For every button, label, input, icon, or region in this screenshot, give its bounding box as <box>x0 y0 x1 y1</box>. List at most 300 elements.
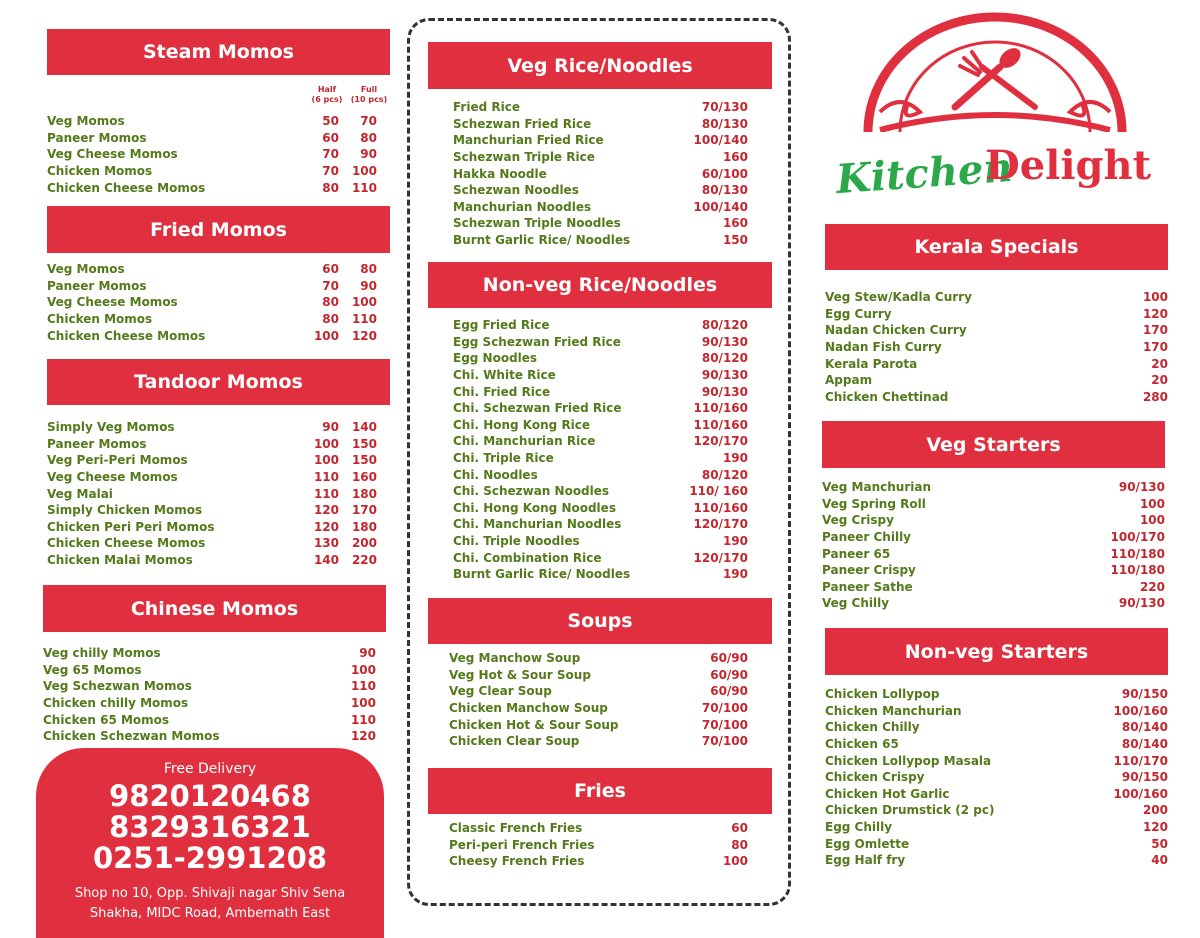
menu-item-price-full: 220 <box>351 553 377 568</box>
menu-item-price: 90/130 <box>701 368 748 383</box>
menu-item <box>449 853 748 870</box>
menu-item-price-half: 70 <box>322 164 339 179</box>
menu-item-price: 120 <box>1142 820 1168 835</box>
menu-item <box>822 562 1165 579</box>
menu-item-price-half: 110 <box>313 486 339 501</box>
menu-item <box>825 372 1168 389</box>
steam-momos-list <box>47 113 377 196</box>
menu-item-price: 90/130 <box>701 334 748 349</box>
menu-item-name: Veg chilly Momos <box>43 646 161 661</box>
menu-item <box>453 199 748 216</box>
logo-ribbon <box>880 115 1110 130</box>
menu-item-price: 110/160 <box>693 401 748 416</box>
menu-item-name: Chi. Combination Rice <box>453 550 602 565</box>
menu-item-price: 80/120 <box>701 318 748 333</box>
menu-item-name: Chicken Clear Soup <box>449 734 580 749</box>
menu-item <box>43 645 376 662</box>
menu-item-name: Veg Clear Soup <box>449 684 552 699</box>
menu-item-name: Chicken Momos <box>47 312 153 327</box>
menu-item-name: Chicken Hot Garlic <box>825 786 950 801</box>
menu-item-price-half: 80 <box>322 295 339 310</box>
menu-item-price: 110 <box>350 679 376 694</box>
menu-item-name: Veg Momos <box>47 262 125 277</box>
chinese-momos-header: Chinese Momos <box>43 585 386 632</box>
menu-item-price: 100 <box>1139 513 1165 528</box>
menu-item-name: Chi. Triple Noodles <box>453 534 580 549</box>
menu-item <box>825 802 1168 819</box>
soups-header: Soups <box>428 598 772 644</box>
menu-item-price-half: 140 <box>313 553 339 568</box>
menu-item <box>47 311 377 328</box>
menu-item <box>822 496 1165 513</box>
menu-item <box>453 215 748 232</box>
menu-item <box>453 99 748 116</box>
menu-item-name: Egg Noodles <box>453 351 538 366</box>
menu-item-name: Peri-peri French Fries <box>449 837 595 852</box>
menu-item-name: Chicken 65 <box>825 737 899 752</box>
menu-item-price: 70/130 <box>701 100 748 115</box>
menu-item <box>449 650 748 667</box>
menu-item <box>449 820 748 837</box>
menu-item <box>825 355 1168 372</box>
menu-item-name: Chicken Cheese Momos <box>47 536 206 551</box>
menu-item-price-half: 50 <box>322 114 339 129</box>
menu-item-name: Chicken chilly Momos <box>43 696 189 711</box>
menu-item-price-full: 170 <box>351 503 377 518</box>
menu-item-name: Schezwan Noodles <box>453 183 579 198</box>
half-label: Half <box>317 85 337 94</box>
menu-item-name: Chi. Manchurian Rice <box>453 434 596 449</box>
menu-item-price-full: 140 <box>351 420 377 435</box>
menu-item-price: 90/150 <box>1121 770 1168 785</box>
menu-item-price-half: 100 <box>313 453 339 468</box>
menu-item-price-full: 100 <box>351 295 377 310</box>
fork-spoon-icon <box>955 44 1035 107</box>
menu-item-name: Veg Peri-Peri Momos <box>47 453 188 468</box>
menu-item-price-half: 80 <box>322 180 339 195</box>
menu-item-name: Chi. Schezwan Fried Rice <box>453 401 622 416</box>
menu-item-price-full: 100 <box>351 164 377 179</box>
menu-item-price: 100/160 <box>1113 786 1168 801</box>
menu-item-name: Egg Half fry <box>825 853 906 868</box>
menu-item-price-full: 90 <box>360 278 377 293</box>
menu-item-name: Egg Chilly <box>825 820 893 835</box>
menu-item-price-full: 90 <box>360 147 377 162</box>
menu-item-name: Veg Momos <box>47 114 125 129</box>
menu-item-name: Veg Cheese Momos <box>47 147 178 162</box>
menu-item-name: Chicken Cheese Momos <box>47 328 206 343</box>
menu-item-name: Chicken Malai Momos <box>47 553 193 568</box>
menu-item <box>825 306 1168 323</box>
menu-item <box>825 719 1168 736</box>
menu-item <box>453 132 748 149</box>
full-label: Full <box>360 85 378 94</box>
veg-rice-noodles-header: Veg Rice/Noodles <box>428 42 772 89</box>
free-delivery-label: Free Delivery <box>163 761 257 777</box>
menu-item-price: 100 <box>1139 496 1165 511</box>
menu-item-name: Paneer Momos <box>47 436 147 451</box>
menu-item-name: Egg Schezwan Fried Rice <box>453 334 621 349</box>
menu-item-price: 70/100 <box>701 717 748 732</box>
menu-item-name: Veg Schezwan Momos <box>43 679 192 694</box>
menu-item-price: 110/170 <box>1113 753 1168 768</box>
menu-item <box>453 466 748 483</box>
menu-item <box>825 686 1168 703</box>
menu-item-name: Nadan Chicken Curry <box>825 323 967 338</box>
menu-item-price-full: 80 <box>360 130 377 145</box>
menu-item <box>47 519 377 536</box>
menu-item <box>453 334 748 351</box>
menu-item-name: Schezwan Fried Rice <box>453 116 592 131</box>
menu-item <box>47 163 377 180</box>
menu-item <box>825 752 1168 769</box>
menu-item-name: Veg Spring Roll <box>822 496 926 511</box>
menu-item-price: 110/180 <box>1110 563 1165 578</box>
menu-item-name: Paneer Momos <box>47 278 147 293</box>
menu-item <box>825 389 1168 406</box>
menu-item-price: 200 <box>1142 803 1168 818</box>
menu-item <box>453 232 748 249</box>
menu-item-price: 190 <box>722 534 748 549</box>
half-sublabel: (6 pcs) <box>311 95 343 104</box>
menu-item-price-full: 70 <box>360 114 377 129</box>
menu-item <box>822 479 1165 496</box>
menu-item <box>449 700 748 717</box>
veg-starters-header: Veg Starters <box>822 421 1165 468</box>
menu-item-name: Chicken 65 Momos <box>43 712 170 727</box>
fries-list <box>449 820 748 870</box>
menu-item-price-full: 180 <box>351 519 377 534</box>
menu-item-price-half: 60 <box>322 130 339 145</box>
menu-item-price-full: 110 <box>351 180 377 195</box>
menu-item-price: 170 <box>1142 340 1168 355</box>
menu-item-name: Simply Chicken Momos <box>47 503 203 518</box>
menu-item <box>453 483 748 500</box>
menu-item-price-full: 110 <box>351 312 377 327</box>
menu-item-name: Schezwan Triple Rice <box>453 150 595 165</box>
menu-item-price: 100/160 <box>1113 703 1168 718</box>
menu-item-price: 80 <box>731 837 748 852</box>
menu-item-name: Chicken Schezwan Momos <box>43 729 220 744</box>
menu-item-name: Chicken Crispy <box>825 770 925 785</box>
menu-item <box>453 566 748 583</box>
full-sublabel: (10 pcs) <box>350 95 388 104</box>
menu-item-name: Chi. Manchurian Noodles <box>453 517 622 532</box>
menu-item <box>453 450 748 467</box>
menu-item-price-full: 180 <box>351 486 377 501</box>
menu-item-name: Chicken Drumstick (2 pc) <box>825 803 995 818</box>
menu-item-name: Chi. Hong Kong Rice <box>453 417 591 432</box>
menu-item-price-half: 100 <box>313 436 339 451</box>
logo-word-kitchen: Kitchen <box>834 143 1014 204</box>
menu-item-price: 60/90 <box>710 651 748 666</box>
menu-item <box>822 579 1165 596</box>
full-column-header <box>348 85 390 105</box>
menu-item <box>825 852 1168 869</box>
menu-item-name: Veg Stew/Kadla Curry <box>825 290 972 305</box>
menu-item <box>825 736 1168 753</box>
menu-item-price: 60/90 <box>710 684 748 699</box>
menu-item <box>47 278 377 295</box>
address-line: Shop no 10, Opp. Shivaji nagar Shiv Sena <box>74 886 346 901</box>
menu-item-price: 60/90 <box>710 667 748 682</box>
fried-momos-header: Fried Momos <box>47 206 390 253</box>
menu-item-name: Chicken Manchurian <box>825 703 962 718</box>
menu-item-name: Veg Cheese Momos <box>47 295 178 310</box>
steam-momos-header: Steam Momos <box>47 29 390 75</box>
menu-item-name: Manchurian Noodles <box>453 199 592 214</box>
menu-item-price-full: 120 <box>351 328 377 343</box>
menu-item-name: Egg Omlette <box>825 836 910 851</box>
menu-item-price: 90/130 <box>701 384 748 399</box>
menu-item <box>453 549 748 566</box>
menu-item-name: Chicken Hot & Sour Soup <box>449 717 619 732</box>
menu-item <box>453 317 748 334</box>
menu-item-name: Veg Chilly <box>822 596 890 611</box>
menu-item <box>43 678 376 695</box>
menu-item-name: Chicken Momos <box>47 164 153 179</box>
menu-item-price: 190 <box>722 451 748 466</box>
menu-item-price-full: 200 <box>351 536 377 551</box>
menu-item-name: Chi. Triple Rice <box>453 451 554 466</box>
menu-item-name: Egg Fried Rice <box>453 318 550 333</box>
menu-item <box>453 516 748 533</box>
menu-item <box>825 703 1168 720</box>
menu-item-name: Veg 65 Momos <box>43 662 142 677</box>
menu-item-name: Appam <box>825 373 873 388</box>
veg-rice-noodles-list <box>453 99 748 248</box>
menu-item <box>453 417 748 434</box>
menu-item-price: 110/160 <box>693 417 748 432</box>
menu-item-name: Fried Rice <box>453 100 520 115</box>
logo-word-delight: Delight <box>985 142 1152 189</box>
menu-item-price: 120/170 <box>693 550 748 565</box>
menu-item-name: Veg Manchow Soup <box>449 651 581 666</box>
menu-item <box>47 502 377 519</box>
address-line: Shakha, MIDC Road, Ambernath East <box>89 906 331 921</box>
menu-item-price: 160 <box>722 216 748 231</box>
menu-item-name: Chicken Cheese Momos <box>47 180 206 195</box>
menu-item-price: 100/170 <box>1110 530 1165 545</box>
menu-item-price: 100/140 <box>693 133 748 148</box>
menu-item <box>453 500 748 517</box>
menu-item-price-half: 70 <box>322 147 339 162</box>
menu-item <box>453 350 748 367</box>
menu-item-price: 100 <box>350 696 376 711</box>
menu-item-price: 20 <box>1151 356 1168 371</box>
menu-item-price: 100 <box>350 662 376 677</box>
menu-item <box>47 535 377 552</box>
phone-number[interactable]: 8329316321 <box>109 810 311 844</box>
menu-item-name: Egg Curry <box>825 306 892 321</box>
menu-item-name: Simply Veg Momos <box>47 420 175 435</box>
menu-item-name: Chicken Chilly <box>825 720 920 735</box>
menu-item-price-full: 80 <box>360 262 377 277</box>
menu-item <box>453 165 748 182</box>
menu-item-name: Veg Crispy <box>822 513 894 528</box>
menu-item <box>449 716 748 733</box>
nonveg-starters-header: Non-veg Starters <box>825 628 1168 675</box>
menu-item-price: 80/130 <box>701 183 748 198</box>
menu-item-price: 80/120 <box>701 467 748 482</box>
menu-item <box>453 533 748 550</box>
menu-item-price: 80/120 <box>701 351 748 366</box>
menu-item-name: Chi. Schezwan Noodles <box>453 484 610 499</box>
menu-item <box>47 469 377 486</box>
menu-item-price-half: 100 <box>313 328 339 343</box>
menu-item <box>453 367 748 384</box>
menu-item-price: 120/170 <box>693 434 748 449</box>
menu-item <box>822 545 1165 562</box>
soups-list <box>449 650 748 750</box>
menu-item-price: 170 <box>1142 323 1168 338</box>
menu-item-price: 110/160 <box>693 500 748 515</box>
menu-item-price: 70/100 <box>701 734 748 749</box>
menu-item-price: 220 <box>1139 579 1165 594</box>
menu-item-price: 60 <box>731 821 748 836</box>
phone-number[interactable]: 9820120468 <box>109 779 311 813</box>
menu-item-price: 120/170 <box>693 517 748 532</box>
menu-item-name: Chi. Noodles <box>453 467 538 482</box>
menu-item-name: Chi. White Rice <box>453 368 556 383</box>
menu-item <box>47 261 377 278</box>
menu-item-price: 70/100 <box>701 701 748 716</box>
menu-item <box>453 433 748 450</box>
menu-item <box>43 711 376 728</box>
menu-item <box>453 400 748 417</box>
menu-item <box>449 733 748 750</box>
menu-item-price-half: 70 <box>322 278 339 293</box>
menu-item-price: 80/140 <box>1121 720 1168 735</box>
menu-item <box>453 149 748 166</box>
restaurant-logo-emblem <box>860 12 1130 132</box>
menu-item <box>825 322 1168 339</box>
menu-item <box>822 512 1165 529</box>
menu-item-price-half: 110 <box>313 470 339 485</box>
menu-item-price: 120 <box>350 729 376 744</box>
menu-item-name: Chicken Lollypop Masala <box>825 753 992 768</box>
menu-item <box>47 419 377 436</box>
menu-item-name: Paneer Sathe <box>822 579 913 594</box>
nonveg-rice-noodles-header: Non-veg Rice/Noodles <box>428 262 772 308</box>
menu-item-name: Burnt Garlic Rice/ Noodles <box>453 567 631 582</box>
menu-item-price-half: 130 <box>313 536 339 551</box>
menu-item-price-half: 80 <box>322 312 339 327</box>
logo-swirl-left <box>880 102 920 116</box>
menu-item-price-half: 120 <box>313 503 339 518</box>
fries-header: Fries <box>428 768 772 814</box>
menu-item-price: 120 <box>1142 306 1168 321</box>
menu-item-name: Classic French Fries <box>449 821 583 836</box>
menu-item-name: Paneer Momos <box>47 130 147 145</box>
menu-item <box>822 529 1165 546</box>
menu-item-name: Chi. Hong Kong Noodles <box>453 500 616 515</box>
menu-item-price: 80/130 <box>701 116 748 131</box>
menu-item <box>825 786 1168 803</box>
kerala-specials-list <box>825 289 1168 405</box>
menu-item <box>47 436 377 453</box>
menu-item-price: 60/100 <box>701 166 748 181</box>
menu-item-name: Paneer 65 <box>822 546 891 561</box>
menu-item-price: 20 <box>1151 373 1168 388</box>
menu-item-name: Paneer Chilly <box>822 530 911 545</box>
menu-item-price: 100 <box>722 854 748 869</box>
nonveg-rice-noodles-list <box>453 317 748 583</box>
menu-item <box>47 113 377 130</box>
menu-item-name: Chicken Manchow Soup <box>449 701 608 716</box>
menu-item-name: Burnt Garlic Rice/ Noodles <box>453 233 631 248</box>
menu-item-price: 90/150 <box>1121 687 1168 702</box>
menu-item-price: 100 <box>1142 290 1168 305</box>
logo-swirl-right <box>1070 102 1110 116</box>
menu-item <box>453 383 748 400</box>
menu-item-name: Nadan Fish Curry <box>825 340 942 355</box>
menu-item-price: 100/140 <box>693 199 748 214</box>
half-column-header <box>310 85 344 105</box>
menu-item-price: 110/ 160 <box>689 484 748 499</box>
menu-item <box>822 595 1165 612</box>
menu-item-name: Veg Hot & Sour Soup <box>449 667 591 682</box>
menu-item <box>47 485 377 502</box>
menu-item <box>825 769 1168 786</box>
menu-item-price: 190 <box>722 567 748 582</box>
menu-item-name: Chicken Chettinad <box>825 389 949 404</box>
menu-item-price: 280 <box>1142 389 1168 404</box>
veg-starters-list <box>822 479 1165 612</box>
tandoor-momos-header: Tandoor Momos <box>47 359 390 405</box>
menu-item-price: 50 <box>1151 836 1168 851</box>
phone-number[interactable]: 0251-2991208 <box>93 841 327 875</box>
menu-item <box>825 339 1168 356</box>
menu-item-price: 80/140 <box>1121 737 1168 752</box>
menu-item <box>449 667 748 684</box>
menu-item <box>825 819 1168 836</box>
menu-item-price-half: 90 <box>322 420 339 435</box>
menu-item-price: 90/130 <box>1118 596 1165 611</box>
nonveg-starters-list <box>825 686 1168 869</box>
chinese-momos-list <box>43 645 376 745</box>
menu-item-name: Schezwan Triple Noodles <box>453 216 621 231</box>
menu-item-price: 160 <box>722 150 748 165</box>
menu-item-price-half: 60 <box>322 262 339 277</box>
menu-item <box>47 179 377 196</box>
address <box>36 884 384 924</box>
menu-item-name: Cheesy French Fries <box>449 854 585 869</box>
fried-momos-list <box>47 261 377 344</box>
menu-item <box>825 835 1168 852</box>
menu-item-price: 90/130 <box>1118 480 1165 495</box>
contact-box <box>36 748 384 938</box>
menu-item <box>825 289 1168 306</box>
menu-item-price-half: 120 <box>313 519 339 534</box>
menu-item-price: 110 <box>350 712 376 727</box>
menu-item-price-full: 160 <box>351 470 377 485</box>
menu-item-price-full: 150 <box>351 436 377 451</box>
menu-item <box>449 683 748 700</box>
menu-item-name: Chicken Lollypop <box>825 687 940 702</box>
menu-item-name: Veg Manchurian <box>822 480 931 495</box>
menu-item-price: 110/180 <box>1110 546 1165 561</box>
menu-item <box>43 695 376 712</box>
menu-item <box>47 146 377 163</box>
menu-item-price-full: 150 <box>351 453 377 468</box>
menu-item-price: 90 <box>359 646 376 661</box>
menu-item-name: Manchurian Fried Rice <box>453 133 604 148</box>
menu-item-price: 40 <box>1151 853 1168 868</box>
menu-item <box>43 662 376 679</box>
menu-item-name: Veg Malai <box>47 486 113 501</box>
menu-item <box>449 837 748 854</box>
